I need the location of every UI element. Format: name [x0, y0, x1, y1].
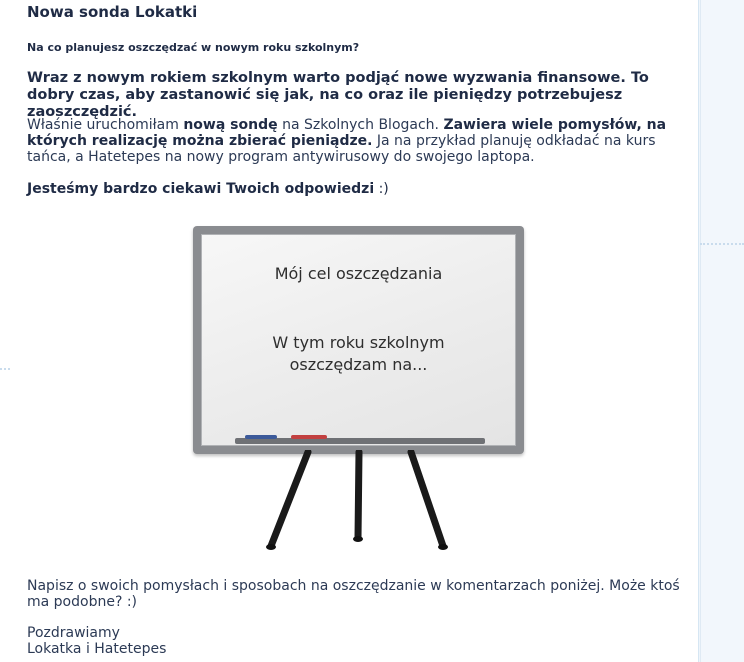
para-text-1: Właśnie uruchomiłam: [27, 117, 184, 133]
easel-foot-right: [438, 544, 448, 550]
whiteboard-surface: [201, 234, 516, 446]
poll-link[interactable]: nową sondę: [183, 117, 278, 133]
greeting: [27, 625, 166, 657]
blue-marker: [245, 435, 277, 439]
post-paragraph: [27, 117, 682, 165]
post-title[interactable]: Nowa sonda Lokatki: [27, 3, 198, 21]
easel-leg-center: [358, 452, 359, 538]
right-sidebar: [700, 0, 744, 662]
whiteboard-image: [193, 224, 524, 554]
para-text-2: na Szkolnych Blogach.: [277, 117, 444, 133]
post-question: Na co planujesz oszczędzać w nowym roku szkolnym?: [27, 41, 360, 54]
easel-legs: [193, 450, 524, 554]
greeting-line-1: Pozdrawiamy: [27, 625, 120, 641]
para-bold-2: Zawiera wiele pomysłów, na których realizację można zbierać pieniądze.: [27, 117, 667, 149]
easel-foot-center: [353, 536, 363, 542]
whiteboard-frame: [193, 226, 524, 454]
easel-leg-left: [271, 452, 308, 546]
whiteboard-line-3: oszczędzam na...: [289, 355, 428, 374]
whiteboard-heading: Mój cel oszczędzania: [274, 264, 443, 283]
para-text-3: Ja na przykład planuję odkładać na kurs tańca, a Hatetepes na nowy program antywirusowy do swojego laptopa.: [27, 133, 656, 165]
red-marker: [291, 435, 327, 439]
easel-leg-right: [411, 452, 443, 546]
left-decoration: [0, 368, 10, 370]
easel-foot-left: [266, 544, 276, 550]
sidebar-divider: [700, 243, 744, 245]
whiteboard-line-2: W tym roku szkolnym: [272, 333, 445, 352]
curious-bold: Jesteśmy bardzo ciekawi Twoich odpowiedzi: [27, 181, 375, 197]
greeting-line-2: Lokatka i Hatetepes: [27, 641, 167, 657]
curious-smile: :): [374, 181, 389, 197]
curious-line: [27, 181, 389, 197]
comment-call-to-action: Napisz o swoich pomysłach i sposobach na oszczędzanie w komentarzach poniżej. Może ktoś ma podobne? :): [27, 578, 680, 610]
post-intro: Wraz z nowym rokiem szkolnym warto podjąć nowe wyzwania finansowe. To dobry czas, aby zastanowić się jak, na co oraz ile pieniędzy potrzebujesz zaoszczędzić.: [27, 70, 649, 120]
